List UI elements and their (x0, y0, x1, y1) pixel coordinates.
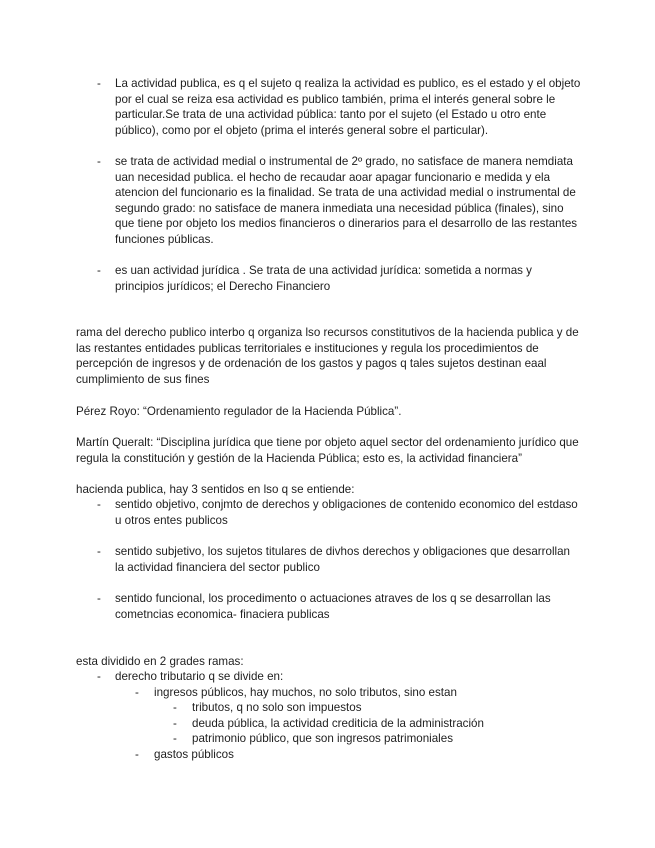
bullet-dash: - (97, 155, 101, 168)
quote-perez-royo: Pérez Royo: “Ordenamiento regulador de la Hacienda Pública”. (76, 405, 402, 418)
list-item-derecho-tributario: derecho tributario q se divide en: (115, 670, 284, 683)
bullet-dash: - (135, 686, 139, 699)
bullet-text: sentido funcional, los procedimento o actuaciones atraves de los q se desarrollan las cometncias economica- finaciera publicas (115, 592, 551, 621)
bullet-dash: - (97, 670, 101, 683)
bullet-dash: - (97, 264, 101, 277)
bullet-text: La actividad publica, es q el sujeto q realiza la actividad es publico, es el estado y el objeto por el cual se reiza esa actividad es publico también, prima el interés general sobre le particular.Se trata de una actividad pública: tanto por el sujeto (el Estado u otro ente público), como por el objeto (prima el interés general sobre el particular). (115, 77, 581, 137)
list-item (76, 544, 581, 575)
bullet-dash: - (97, 77, 101, 90)
bullet-dash: - (173, 732, 177, 745)
bullet-text: sentido objetivo, conjmto de derechos y obligaciones de contenido economico del estdaso u otros entes publicos (115, 498, 578, 527)
bullet-dash: - (97, 592, 101, 605)
bullet-dash: - (135, 748, 139, 761)
quote-martin-queralt: Martín Queralt: “Disciplina jurídica que tiene por objeto aquel sector del ordenamiento jurídico que regula la constitución y gestión de la Hacienda Pública; esto es, la actividad financiera” (76, 436, 579, 465)
list-item (76, 263, 581, 294)
list-item-patrimonio: patrimonio público, que son ingresos patrimoniales (192, 732, 454, 745)
list-item-ingresos: ingresos públicos, hay muchos, no solo tributos, sino estan (154, 686, 457, 699)
list-item-deuda: deuda pública, la actividad crediticia de la administración (192, 717, 484, 730)
list-item-tributos: tributos, q no solo son impuestos (192, 701, 362, 714)
bullet-text: se trata de actividad medial o instrumental de 2º grado, no satisface de manera nemdiata uan necesidad publica. el hecho de recaudar aoar apagar funcionario e medida y ela atencion del funcionario es la finalidad. Se trata de una actividad medial o instrumental de segundo grado: no satisface de manera inmediata una necesidad pública (finales), sino que tiene por objeto los medios financieros o dinerarios para el desarrollo de las restantes funciones públicas. (115, 155, 578, 246)
bullet-text: sentido subjetivo, los sujetos titulares de divhos derechos y obligaciones que desarrollan la actividad financiera del sector publico (115, 545, 571, 574)
list-item (76, 591, 581, 622)
definition-paragraph: rama del derecho publico interbo q organiza lso recursos constitutivos de la hacienda publica y de las restantes entidades publicas territoriales e instituciones y regula los procedimientos de percepción de ingresos y de ordenación de los gastos y pagos q tales sujetos destinan eaal cumplimiento de sus fines (76, 326, 579, 386)
ramas-intro: esta dividido en 2 grades ramas: (76, 655, 244, 668)
list-item (76, 154, 581, 248)
list-item (76, 76, 581, 138)
hacienda-intro: hacienda publica, hay 3 sentidos en lso q se entiende: (76, 483, 355, 496)
bullet-dash: - (173, 717, 177, 730)
bullet-dash: - (173, 701, 177, 714)
bullet-dash: - (97, 545, 101, 558)
list-item (76, 497, 581, 528)
list-item-gastos: gastos públicos (154, 748, 234, 761)
bullet-text: es uan actividad jurídica . Se trata de una actividad jurídica: sometida a normas y principios jurídicos; el Derecho Financiero (115, 264, 532, 293)
bullet-dash: - (97, 498, 101, 511)
